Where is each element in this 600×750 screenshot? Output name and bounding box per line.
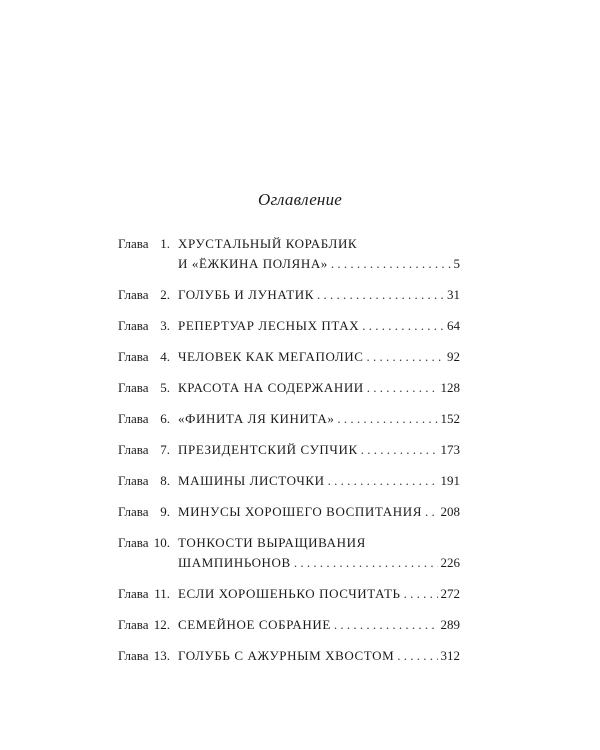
chapter-word: Глава (118, 473, 149, 488)
dot-leader (362, 316, 444, 336)
chapter-title: ХРУСТАЛЬНЫЙ КОРАБЛИК (178, 236, 358, 251)
chapter-word: Глава (118, 411, 149, 426)
page-number: 173 (440, 442, 460, 457)
chapter-word: Глава (118, 617, 149, 632)
chapter-title-line (178, 553, 460, 573)
chapter-word: Глава (118, 535, 149, 550)
chapter-number: 2. (160, 287, 170, 302)
chapter-title-line (178, 584, 460, 604)
chapter-number: 4. (160, 349, 170, 364)
page-number: 128 (440, 380, 460, 395)
toc-entry (118, 533, 460, 573)
page-number: 191 (440, 473, 460, 488)
chapter-number: 12. (153, 617, 170, 632)
chapter-title: РЕПЕРТУАР ЛЕСНЫХ ПТАХ (178, 318, 360, 333)
chapter-number: 5. (160, 380, 170, 395)
chapter-title-line (178, 378, 460, 398)
dot-leader (337, 409, 437, 429)
toc-entry (118, 440, 460, 460)
chapter-word: Глава (118, 504, 149, 519)
toc-entry (118, 409, 460, 429)
chapter-title-block (174, 615, 460, 635)
chapter-prefix (118, 533, 174, 553)
dot-leader (334, 615, 438, 635)
chapter-word: Глава (118, 380, 149, 395)
toc-entry (118, 584, 460, 604)
chapter-prefix (118, 440, 174, 460)
chapter-word: Глава (118, 349, 149, 364)
chapter-prefix (118, 502, 174, 522)
chapter-title: ГОЛУБЬ С АЖУРНЫМ ХВОСТОМ (178, 648, 395, 663)
toc-entry (118, 285, 460, 305)
toc-entry (118, 646, 460, 666)
page-number: 312 (440, 648, 460, 663)
chapter-prefix (118, 471, 174, 491)
chapter-prefix (118, 646, 174, 666)
chapter-title-line (178, 471, 460, 491)
chapter-title: ЕСЛИ ХОРОШЕНЬКО ПОСЧИТАТЬ (178, 586, 401, 601)
chapter-word: Глава (118, 586, 149, 601)
dot-leader (425, 502, 438, 522)
chapter-title-block (174, 234, 460, 274)
dot-leader (397, 646, 437, 666)
chapter-prefix (118, 409, 174, 429)
chapter-title-continuation: ШАМПИНЬОНОВ (178, 555, 291, 570)
toc-entry (118, 502, 460, 522)
dot-leader (404, 584, 438, 604)
chapter-title-continuation: И «ЁЖКИНА ПОЛЯНА» (178, 256, 328, 271)
chapter-number: 1. (160, 236, 170, 251)
chapter-number: 10. (153, 535, 170, 550)
chapter-title-block (174, 409, 460, 429)
chapter-title: ГОЛУБЬ И ЛУНАТИК (178, 287, 315, 302)
chapter-title-line (178, 533, 460, 553)
toc-title: Оглавление (257, 190, 343, 209)
chapter-title-block (174, 584, 460, 604)
chapter-number: 11. (154, 586, 170, 601)
chapter-title-block (174, 502, 460, 522)
dot-leader (367, 347, 444, 367)
chapter-title-line (178, 316, 460, 336)
toc-list (118, 234, 460, 677)
chapter-prefix (118, 347, 174, 367)
page-number: 226 (440, 555, 460, 570)
toc-entry (118, 234, 460, 274)
chapter-prefix (118, 615, 174, 635)
chapter-title: КРАСОТА НА СОДЕРЖАНИИ (178, 380, 364, 395)
chapter-title: СЕМЕЙНОЕ СОБРАНИЕ (178, 617, 331, 632)
chapter-prefix (118, 316, 174, 336)
chapter-word: Глава (118, 442, 149, 457)
chapter-title-line (178, 440, 460, 460)
chapter-number: 9. (160, 504, 170, 519)
chapter-title-line (178, 254, 460, 274)
chapter-title-block (174, 533, 460, 573)
chapter-title-line (178, 502, 460, 522)
chapter-prefix (118, 234, 174, 254)
chapter-word: Глава (118, 648, 149, 663)
page-number: 152 (440, 411, 460, 426)
dot-leader (361, 440, 438, 460)
dot-leader (328, 471, 438, 491)
chapter-prefix (118, 285, 174, 305)
page-number: 5 (453, 256, 460, 271)
chapter-title-block (174, 347, 460, 367)
page-number: 92 (447, 349, 460, 364)
chapter-title: МАШИНЫ ЛИСТОЧКИ (178, 473, 325, 488)
chapter-title-block (174, 646, 460, 666)
chapter-title-line (178, 615, 460, 635)
page-number: 272 (440, 586, 460, 601)
chapter-title-line (178, 646, 460, 666)
chapter-title-line (178, 409, 460, 429)
chapter-title: ПРЕЗИДЕНТСКИЙ СУПЧИК (178, 442, 358, 457)
chapter-number: 3. (160, 318, 170, 333)
page-number: 31 (447, 287, 460, 302)
chapter-prefix (118, 378, 174, 398)
dot-leader (331, 254, 451, 274)
chapter-title-line (178, 285, 460, 305)
chapter-title: ТОНКОСТИ ВЫРАЩИВАНИЯ (178, 535, 366, 550)
chapter-word: Глава (118, 318, 149, 333)
toc-entry (118, 347, 460, 367)
chapter-title-block (174, 378, 460, 398)
chapter-title-block (174, 316, 460, 336)
chapter-word: Глава (118, 236, 149, 251)
chapter-title: «ФИНИТА ЛЯ КИНИТА» (178, 411, 335, 426)
chapter-number: 8. (160, 473, 170, 488)
chapter-title: МИНУСЫ ХОРОШЕГО ВОСПИТАНИЯ (178, 504, 422, 519)
toc-entry (118, 615, 460, 635)
dot-leader (317, 285, 444, 305)
toc-entry (118, 316, 460, 336)
toc-entry (118, 378, 460, 398)
page-number: 64 (447, 318, 460, 333)
chapter-title-line (178, 347, 460, 367)
chapter-number: 13. (153, 648, 170, 663)
toc-entry (118, 471, 460, 491)
chapter-title: ЧЕЛОВЕК КАК МЕГАПОЛИС (178, 349, 364, 364)
chapter-title-block (174, 471, 460, 491)
dot-leader (294, 553, 438, 573)
chapter-number: 6. (160, 411, 170, 426)
page-number: 208 (440, 504, 460, 519)
chapter-title-block (174, 285, 460, 305)
chapter-word: Глава (118, 287, 149, 302)
chapter-number: 7. (160, 442, 170, 457)
dot-leader (367, 378, 438, 398)
chapter-title-block (174, 440, 460, 460)
chapter-prefix (118, 584, 174, 604)
chapter-title-line (178, 234, 460, 254)
page-number: 289 (440, 617, 460, 632)
